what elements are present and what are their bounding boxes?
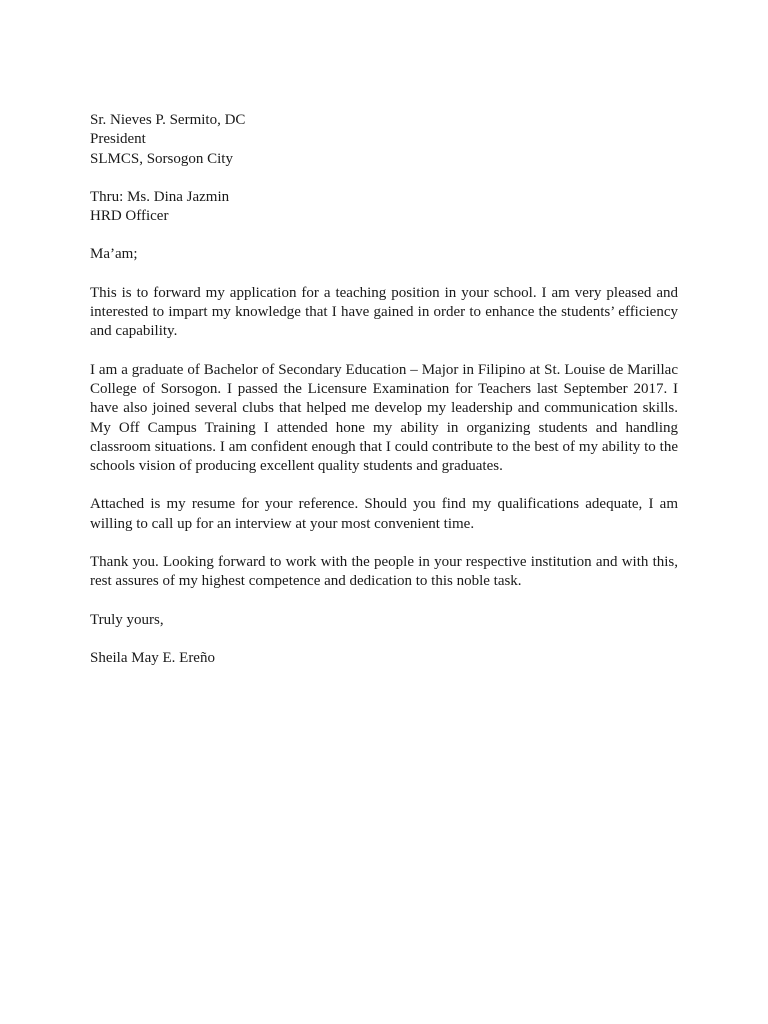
body-paragraph-intro: This is to forward my application for a teaching position in your school. I am very pleased and interested to impart my knowledge that I have gained in order to enhance the students’ efficiency and capability.: [90, 284, 678, 340]
body-paragraph-background: I am a graduate of Bachelor of Secondary Education – Major in Filipino at St. Louise de Marillac College of Sorsogon. I passed the Licensure Examination for Teachers last September 2017. I have also joined several clubs that helped me develop my leadership and communication skills. My Off Campus Training I attended hone my ability in organizing students and handling classroom situations. I am confident enough that I could contribute to the best of my ability to the schools vision of producing excellent quality students and graduates.: [90, 361, 678, 475]
recipient-title: President: [90, 131, 146, 148]
thru-title: HRD Officer: [90, 208, 169, 225]
body-paragraph-thanks: Thank you. Looking forward to work with the people in your respective institution and with this, rest assures of my highest competence and dedication to this noble task.: [90, 554, 678, 590]
thru-name: Thru: Ms. Dina Jazmin: [90, 188, 230, 205]
recipient-block: [90, 111, 678, 169]
application-letter: [90, 111, 678, 668]
signature: Sheila May E. Ereño: [90, 649, 215, 666]
body-paragraph-resume: Attached is my resume for your reference. Should you find my qualifications adequate, I am willing to call up for an interview at your most convenient time.: [90, 496, 678, 532]
closing: Truly yours,: [90, 611, 164, 628]
salutation: Ma’am;: [90, 246, 138, 263]
thru-block: [90, 188, 678, 227]
recipient-name: Sr. Nieves P. Sermito, DC: [90, 112, 246, 128]
recipient-organization: SLMCS, Sorsogon City: [90, 150, 233, 167]
